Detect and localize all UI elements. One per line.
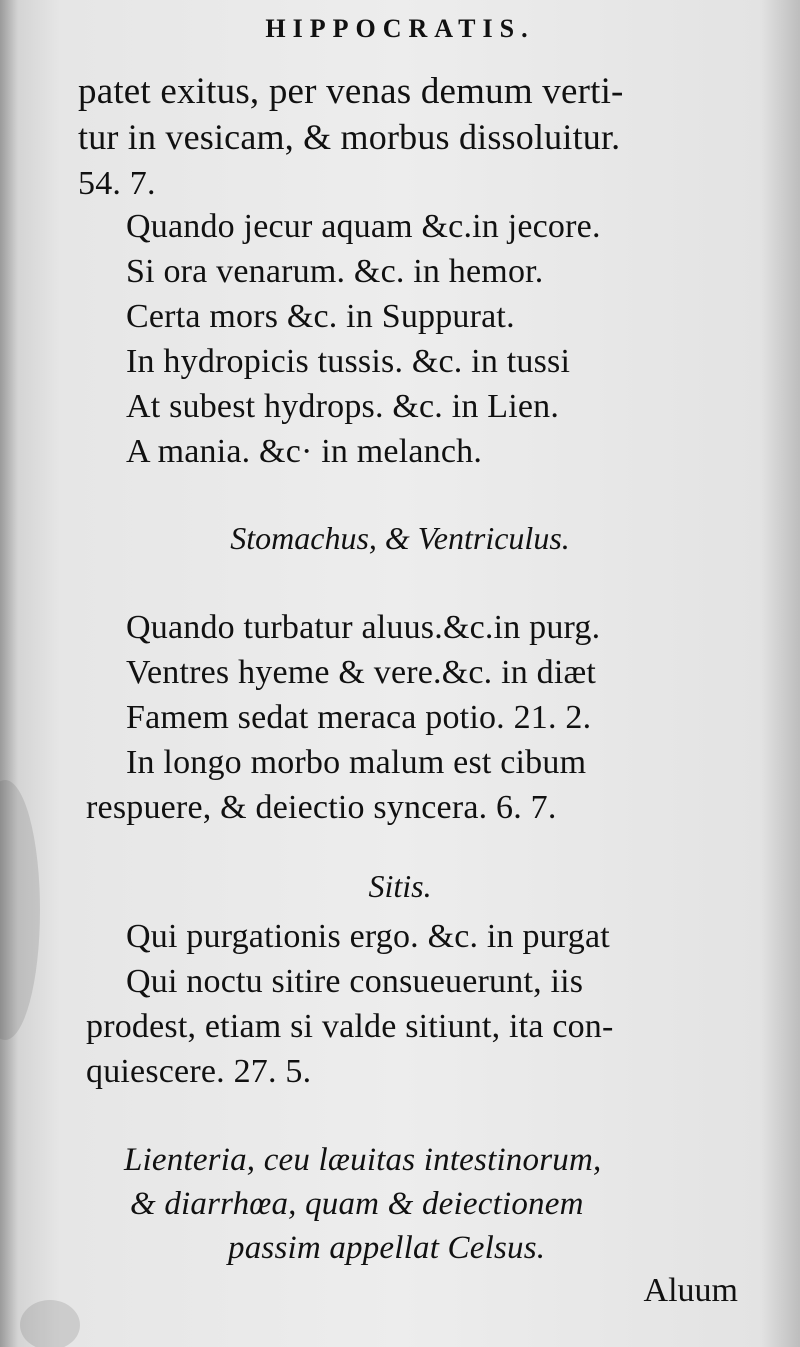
text-line: tur in vesicam, & morbus dissoluitur. <box>78 117 621 157</box>
text-line: A mania. &c· in melanch. <box>126 433 483 470</box>
text-line: Qui noctu sitire consueuerunt, iis <box>126 963 584 1000</box>
page-stain <box>20 1300 80 1347</box>
note-line: & diarrhœa, quam & deiectionem <box>130 1186 584 1222</box>
note-line: passim appellat Celsus. <box>228 1230 546 1266</box>
text-line: Ventres hyeme & vere.&c. in diæt <box>126 654 596 691</box>
text-line: At subest hydrops. &c. in Lien. <box>126 388 560 425</box>
catchword: Aluum <box>643 1272 738 1309</box>
page-stain <box>0 780 40 1040</box>
text-line: Qui purgationis ergo. &c. in purgat <box>126 918 610 955</box>
section-heading: Sitis. <box>368 868 432 904</box>
text-line: Si ora venarum. &c. in hemor. <box>126 253 544 290</box>
text-line: 54. 7. <box>78 165 156 202</box>
text-line: prodest, etiam si valde sitiunt, ita con- <box>86 1008 614 1045</box>
text-line: Famem sedat meraca potio. 21. 2. <box>126 699 592 736</box>
running-header: HIPPOCRATIS. <box>265 14 535 43</box>
text-line: Quando turbatur aluus.&c.in purg. <box>126 609 601 646</box>
text-line: patet exitus, per venas demum verti- <box>78 71 624 112</box>
text-line: Quando jecur aquam &c.in jecore. <box>126 208 601 245</box>
text-line: In hydropicis tussis. &c. in tussi <box>126 343 571 380</box>
note-line: Lienteria, ceu læuitas intestinorum, <box>124 1142 602 1178</box>
text-line: In longo morbo malum est cibum <box>126 744 587 781</box>
section-heading: Stomachus, & Ventriculus. <box>230 520 570 556</box>
text-line: quiescere. 27. 5. <box>86 1053 312 1090</box>
text-line: Certa mors &c. in Suppurat. <box>126 298 515 335</box>
text-line: respuere, & deiectio syncera. 6. 7. <box>86 789 557 826</box>
